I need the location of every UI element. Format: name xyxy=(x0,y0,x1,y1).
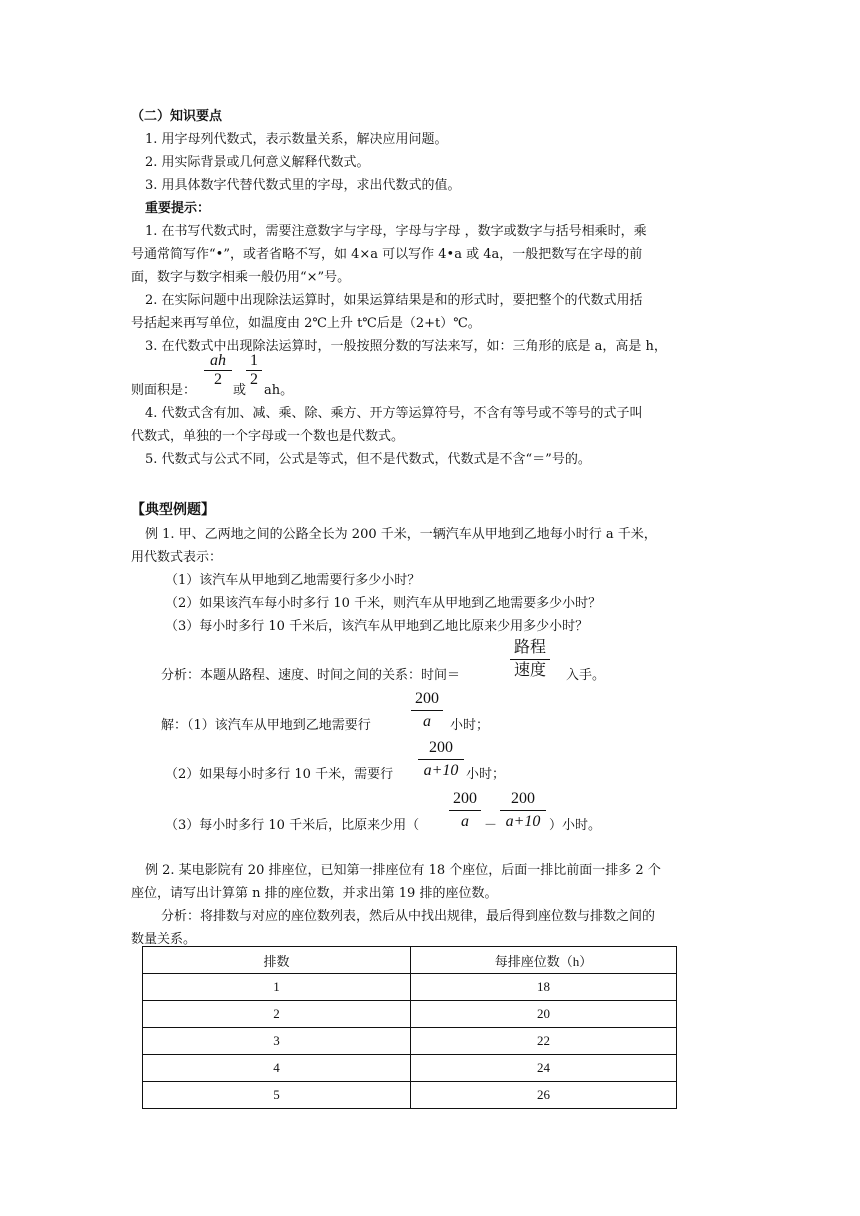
minus-sign: － xyxy=(484,818,498,833)
table-cell: 5 xyxy=(143,1082,411,1109)
tip1-line3: 面，数字与数字相乘一般仍用“×”号。 xyxy=(131,270,351,285)
example1-line2: 用代数式表示： xyxy=(131,550,223,565)
knowledge-point-2: 2. 用实际背景或几何意义解释代数式。 xyxy=(145,155,370,170)
table-header-row xyxy=(143,947,677,974)
fraction-200-over-a xyxy=(449,788,481,833)
example1-analysis-prefix: 分析：本题从路程、速度、时间之间的关系：时间＝ xyxy=(161,668,461,683)
tips-heading: 重要提示： xyxy=(145,201,211,216)
table-header-cell: 排数 xyxy=(143,947,411,974)
knowledge-point-1: 1. 用字母列代数式，表示数量关系，解决应用问题。 xyxy=(145,132,448,147)
section-heading-knowledge: （二）知识要点 xyxy=(131,109,223,124)
fraction-200-over-a xyxy=(411,688,443,733)
table-row xyxy=(143,1055,677,1082)
example1-question2: （2）如果该汽车每小时多行 10 千米，则汽车从甲地到乙地需要多少小时？ xyxy=(165,596,602,611)
solution2-prefix: （2）如果每小时多行 10 千米，需要行 xyxy=(165,767,394,782)
example1-line1: 例 1. 甲、乙两地之间的公路全长为 200 千米，一辆汽车从甲地到乙地每小时行 a 千米， xyxy=(145,527,657,542)
fraction-denominator: a+10 xyxy=(505,813,541,830)
table-row xyxy=(143,1001,677,1028)
table-cell: 22 xyxy=(411,1028,677,1055)
solution3-suffix: ）小时。 xyxy=(549,818,602,833)
solution2-suffix: 小时； xyxy=(466,767,506,782)
fraction-numerator: 200 xyxy=(415,690,439,707)
fraction-numerator: 200 xyxy=(511,790,535,807)
fraction-denominator: a xyxy=(423,713,431,730)
fraction-denominator: 速度 xyxy=(513,662,546,679)
fraction-denominator: a xyxy=(461,813,469,830)
table-cell: 24 xyxy=(411,1055,677,1082)
tip1-line1: 1. 在书写代数式时，需要注意数字与字母，字母与字母 ，数字或数字与括号相乘时，乘 xyxy=(145,224,647,239)
tip2-line2: 号括起来再写单位，如温度由 2℃上升 t℃后是（2+t）℃。 xyxy=(131,316,481,331)
fraction-denominator: a+10 xyxy=(423,762,459,779)
tip3-or: 或 xyxy=(233,383,247,398)
tip1-line2: 号通常简写作“•”，或者省略不写，如 4×a 可以写作 4•a 或 4a，一般把数写在字母的前 xyxy=(131,247,643,262)
fraction-numerator: 路程 xyxy=(513,639,546,656)
fraction-numerator: ah xyxy=(210,352,226,369)
fraction-numerator: 1 xyxy=(250,352,258,369)
solution1-prefix: 解：（1）该汽车从甲地到乙地需要行 xyxy=(161,718,371,733)
tip3-suffix: ah。 xyxy=(264,383,294,398)
fraction-numerator: 200 xyxy=(453,790,477,807)
fraction-ah-over-2 xyxy=(204,352,232,389)
fraction-1-over-2 xyxy=(246,352,262,389)
table-header-cell: 每排座位数（h） xyxy=(411,947,677,974)
solution1-suffix: 小时； xyxy=(450,718,490,733)
seat-count-table xyxy=(142,946,677,1109)
knowledge-point-3: 3. 用具体数字代替代数式里的字母，求出代数式的值。 xyxy=(145,178,461,193)
table-cell: 3 xyxy=(143,1028,411,1055)
table-cell: 20 xyxy=(411,1001,677,1028)
example1-question1: （1）该汽车从甲地到乙地需要行多少小时？ xyxy=(165,573,421,588)
fraction-200-over-a-plus-10 xyxy=(418,737,464,782)
fraction-numerator: 200 xyxy=(429,739,453,756)
tip3-line1: 3. 在代数式中出现除法运算时，一般按照分数的写法来写，如：三角形的底是 a，高是 h， xyxy=(145,339,667,354)
section-heading-examples: 【典型例题】 xyxy=(131,502,215,518)
example2-analysis-line2: 数量关系。 xyxy=(131,932,197,947)
tip3-prefix: 则面积是： xyxy=(131,383,197,398)
example1-analysis-suffix: 入手。 xyxy=(566,668,606,683)
tip2-line1: 2. 在实际问题中出现除法运算时，如果运算结果是和的形式时，要把整个的代数式用括 xyxy=(145,293,643,308)
example2-analysis-line1: 分析：将排数与对应的座位数列表，然后从中找出规律，最后得到座位数与排数之间的 xyxy=(161,909,656,924)
table-cell: 18 xyxy=(411,974,677,1001)
tip5: 5. 代数式与公式不同，公式是等式，但不是代数式，代数式是不含“＝”号的。 xyxy=(145,452,591,467)
fraction-denominator: 2 xyxy=(250,371,258,388)
table-cell: 1 xyxy=(143,974,411,1001)
solution3-prefix: （3）每小时多行 10 千米后，比原来少用（ xyxy=(165,818,420,833)
example2-line1: 例 2. 某电影院有 20 排座位，已知第一排座位有 18 个座位，后面一排比前面一排多 2 个 xyxy=(145,863,661,878)
table-cell: 2 xyxy=(143,1001,411,1028)
table-row xyxy=(143,974,677,1001)
fraction-200-over-a-plus-10 xyxy=(500,788,546,833)
tip4-line2: 代数式，单独的一个字母或一个数也是代数式。 xyxy=(131,429,405,444)
example2-line2: 座位，请写出计算第 n 排的座位数，并求出第 19 排的座位数。 xyxy=(131,886,498,901)
table-row xyxy=(143,1082,677,1109)
fraction-distance-over-speed xyxy=(510,637,550,682)
table-cell: 4 xyxy=(143,1055,411,1082)
table-cell: 26 xyxy=(411,1082,677,1109)
example1-question3: （3）每小时多行 10 千米后，该汽车从甲地到乙地比原来少用多少小时？ xyxy=(165,619,589,634)
tip4-line1: 4. 代数式含有加、减、乘、除、乘方、开方等运算符号，不含有等号或不等号的式子叫 xyxy=(145,406,643,421)
fraction-denominator: 2 xyxy=(214,371,222,388)
table-row xyxy=(143,1028,677,1055)
